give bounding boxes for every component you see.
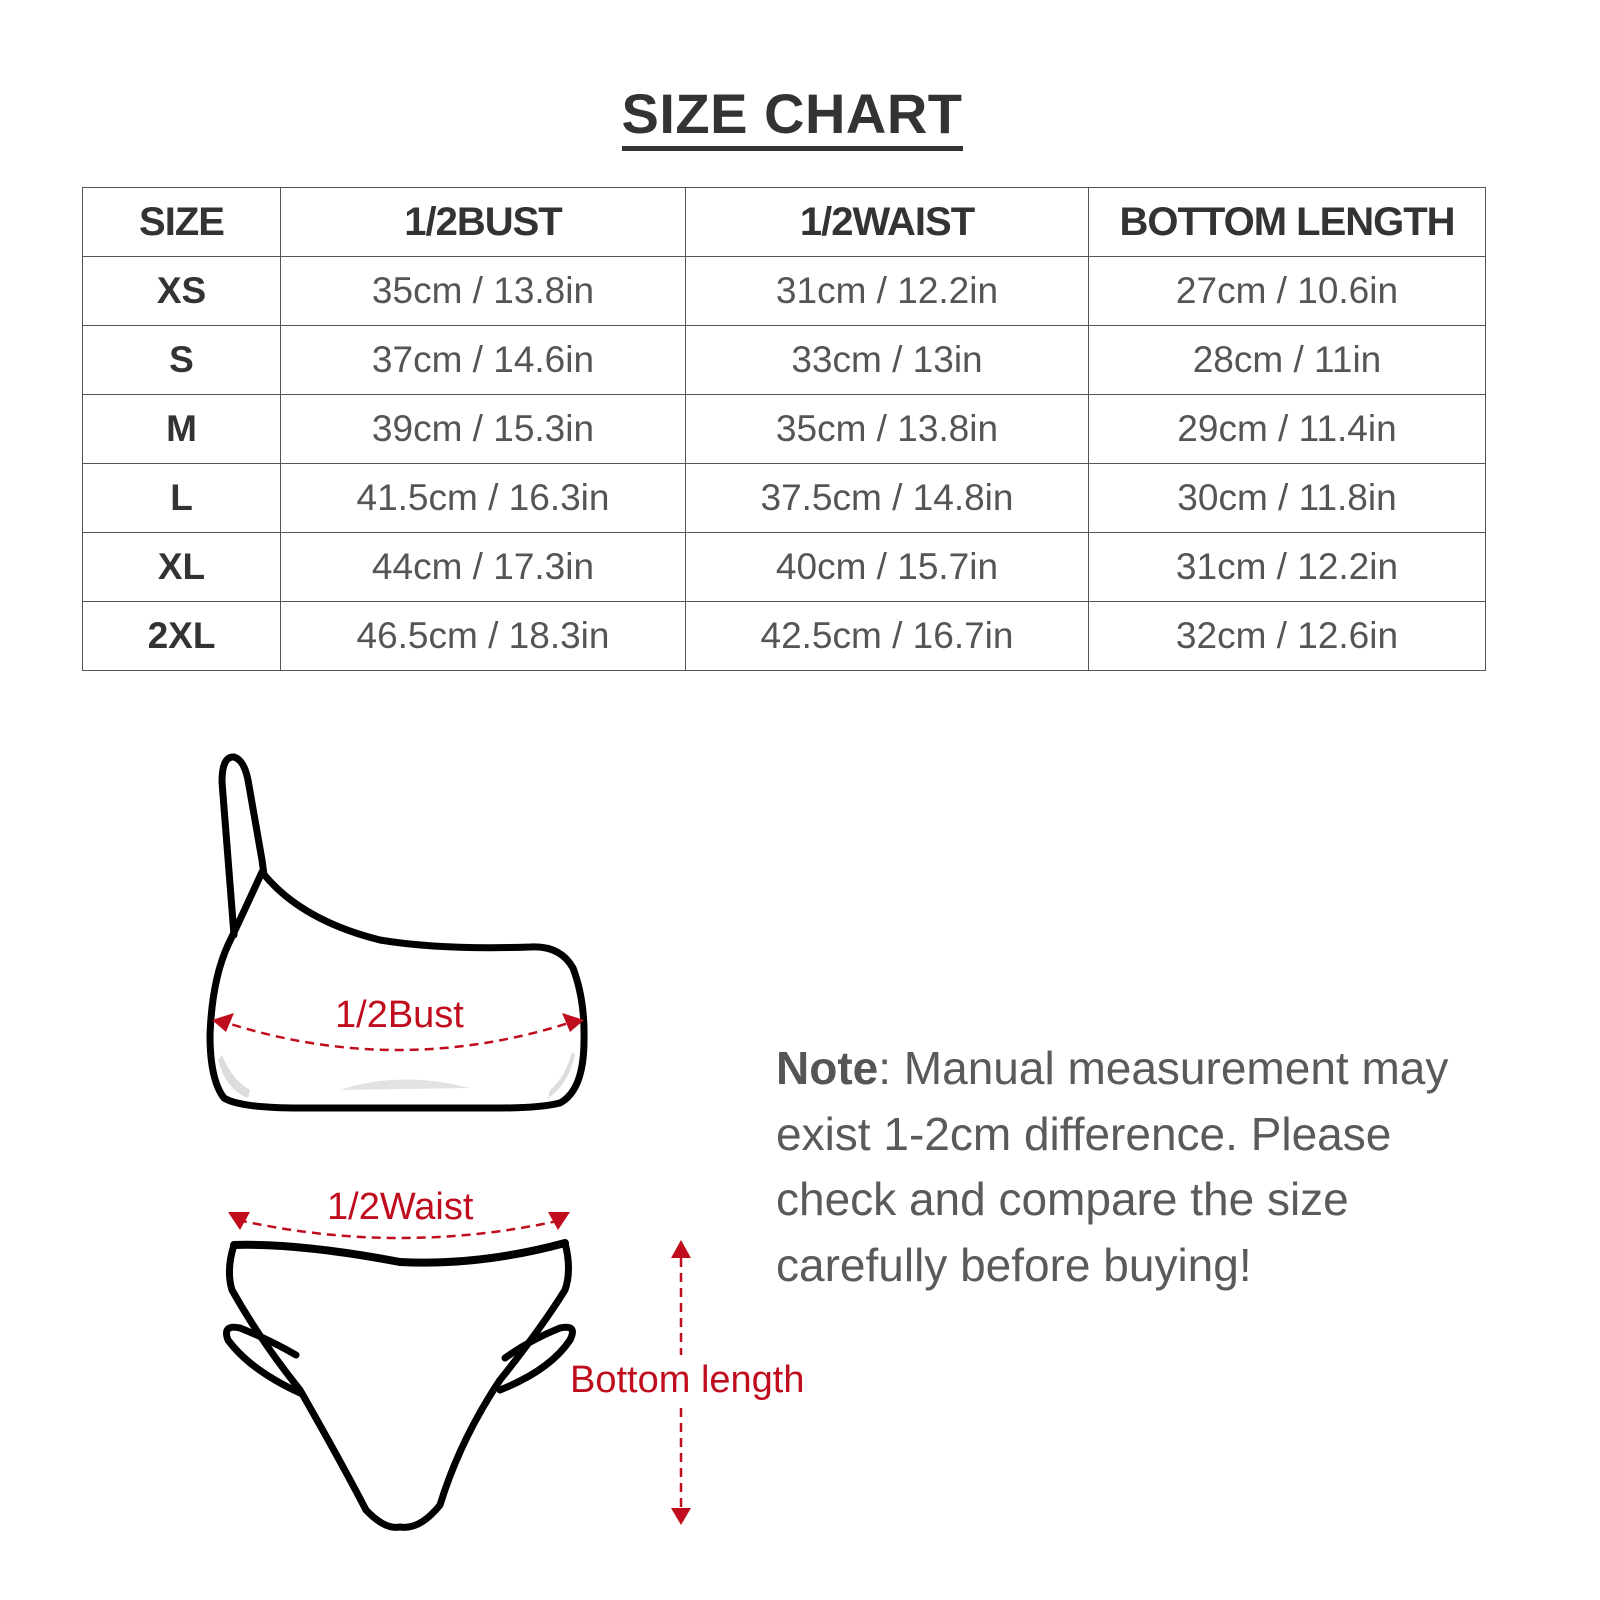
bust-cell: 35cm / 13.8in [281, 257, 686, 326]
table-row [83, 464, 1486, 533]
table-row [83, 326, 1486, 395]
measurement-note [776, 1036, 1496, 1298]
size-cell: 2XL [83, 602, 281, 671]
bottom-length-cell: 29cm / 11.4in [1089, 395, 1486, 464]
waist-cell: 40cm / 15.7in [686, 533, 1089, 602]
bottom-length-label: Bottom length [570, 1359, 805, 1401]
bust-cell: 46.5cm / 18.3in [281, 602, 686, 671]
size-cell: XS [83, 257, 281, 326]
size-cell: M [83, 395, 281, 464]
size-cell: L [83, 464, 281, 533]
bottom-length-cell: 28cm / 11in [1089, 326, 1486, 395]
header-size: SIZE [83, 188, 281, 257]
table-row [83, 602, 1486, 671]
note-text: : Manual measurement may exist 1-2cm difference. Please check and compare the size carefully before buying! [776, 1042, 1449, 1291]
bust-measure-label: 1/2Bust [335, 994, 464, 1036]
bust-cell: 44cm / 17.3in [281, 533, 686, 602]
bust-cell: 39cm / 15.3in [281, 395, 686, 464]
size-cell: S [83, 326, 281, 395]
table-row [83, 257, 1486, 326]
bottom-length-cell: 27cm / 10.6in [1089, 257, 1486, 326]
size-cell: XL [83, 533, 281, 602]
waist-cell: 35cm / 13.8in [686, 395, 1089, 464]
page-title: SIZE CHART [622, 84, 963, 151]
waist-cell: 31cm / 12.2in [686, 257, 1089, 326]
table-row [83, 533, 1486, 602]
waist-measure-label: 1/2Waist [327, 1186, 474, 1228]
bikini-top-illustration [210, 757, 584, 1108]
bust-cell: 37cm / 14.6in [281, 326, 686, 395]
table-row [83, 395, 1486, 464]
size-chart-table [82, 187, 1486, 671]
page-title-wrap [0, 84, 1584, 151]
waist-cell: 37.5cm / 14.8in [686, 464, 1089, 533]
note-label: Note [776, 1042, 879, 1094]
bust-cell: 41.5cm / 16.3in [281, 464, 686, 533]
header-waist: 1/2WAIST [686, 188, 1089, 257]
waist-cell: 33cm / 13in [686, 326, 1089, 395]
bottom-length-cell: 31cm / 12.2in [1089, 533, 1486, 602]
bikini-bottom-illustration [227, 1212, 573, 1527]
waist-cell: 42.5cm / 16.7in [686, 602, 1089, 671]
header-bottom-length: BOTTOM LENGTH [1089, 188, 1486, 257]
bottom-length-cell: 30cm / 11.8in [1089, 464, 1486, 533]
bottom-length-cell: 32cm / 12.6in [1089, 602, 1486, 671]
header-bust: 1/2BUST [281, 188, 686, 257]
table-header-row [83, 188, 1486, 257]
